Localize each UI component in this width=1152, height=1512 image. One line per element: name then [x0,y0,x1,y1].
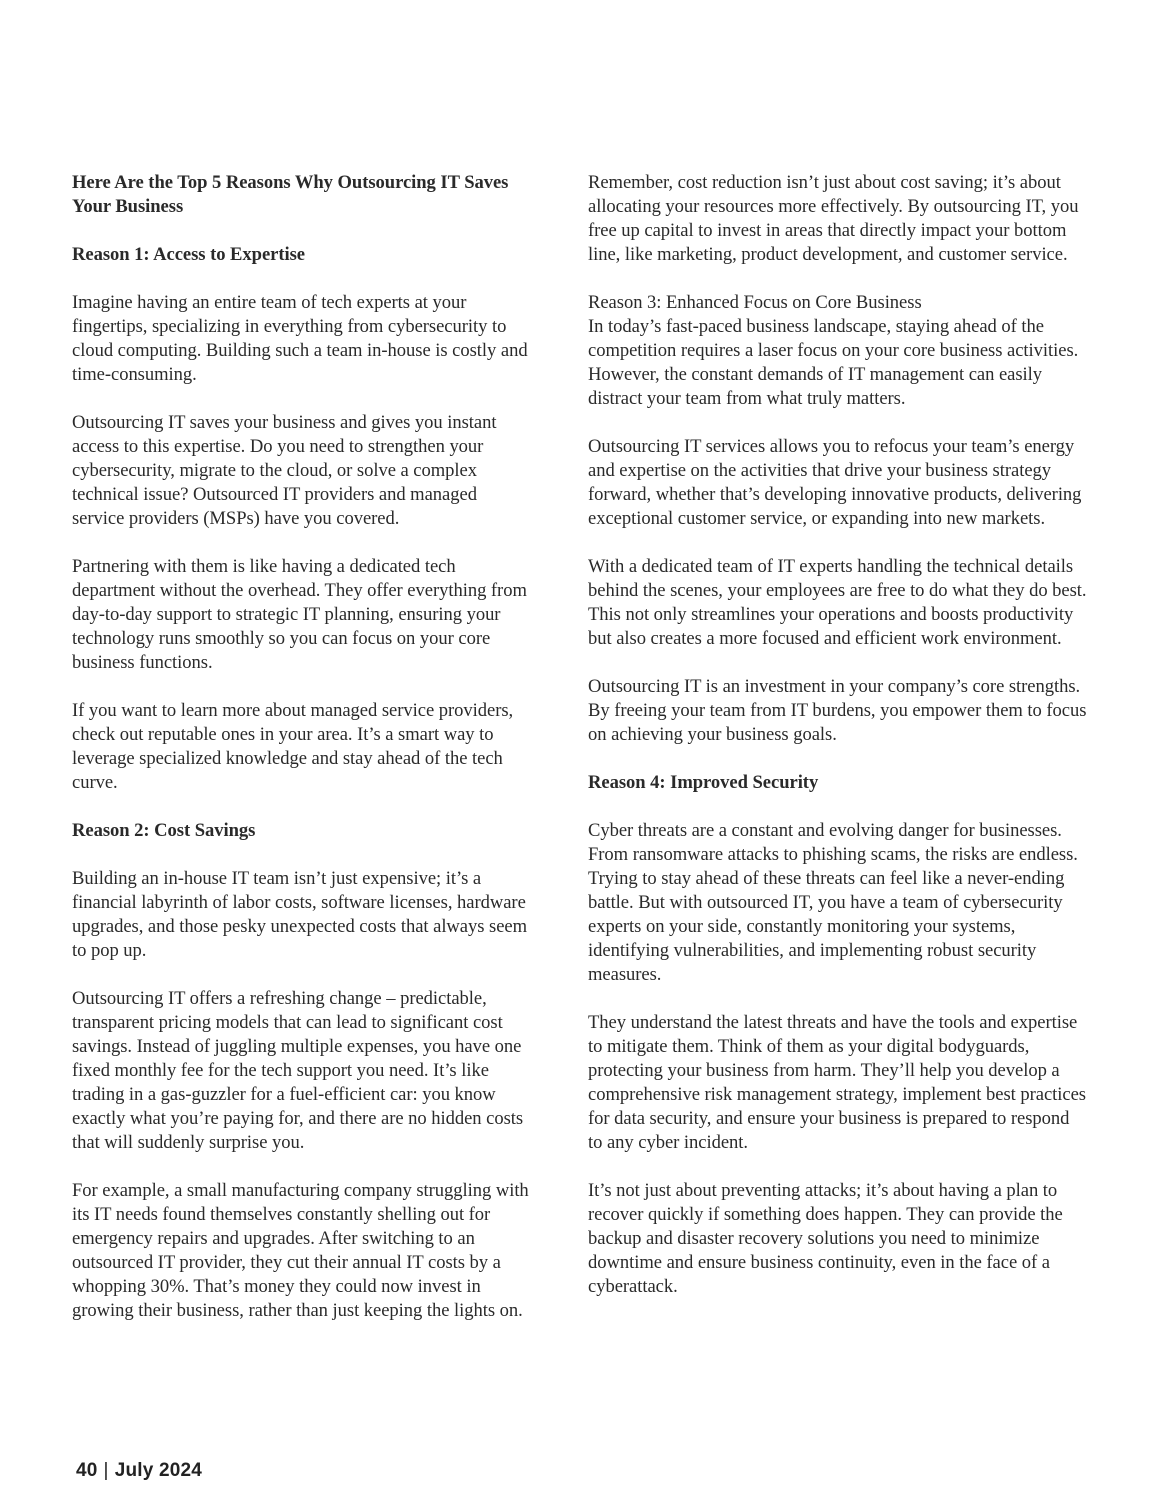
reason4-heading: Reason 4: Improved Security [588,772,819,793]
reason3-paragraph-2: Outsourcing IT services allows you to refocus your team’s energy and expertise on the activities that drive your business strategy forward, whether that’s developing innovative products, delivering exceptional customer service, or expanding into new markets. [588,436,1082,529]
article-main-heading: Here Are the Top 5 Reasons Why Outsourcing IT Saves Your Business [72,172,509,217]
reason2-paragraph-1: Building an in-house IT team isn’t just expensive; it’s a financial labyrinth of labor costs, software licenses, hardware upgrades, and those pesky unexpected costs that always seem to pop up. [72,868,528,961]
reason4-paragraph-2: They understand the latest threats and have the tools and expertise to mitigate them. Think of them as your digital bodyguards, protecting your business from harm. They’ll help you develop a comprehensive risk management strategy, implement best practices for data security, and ensure your business is prepared to respond to any cyber incident. [588,1012,1086,1153]
footer-separator: | [103,1460,109,1481]
reason1-paragraph-4: If you want to learn more about managed service providers, check out reputable ones in your area. It’s a smart way to leverage specialized knowledge and stay ahead of the tech curve. [72,700,514,793]
reason1-paragraph-2: Outsourcing IT saves your business and gives you instant access to this expertise. Do you need to strengthen your cybersecurity, migrate to the cloud, or solve a complex technical issue? Outsourced IT providers and managed service providers (MSPs) have you covered. [72,412,497,529]
issue-date: July 2024 [114,1460,203,1481]
reason2-heading: Reason 2: Cost Savings [72,820,256,841]
reason3-heading: Reason 3: Enhanced Focus on Core Business [588,292,922,313]
reason3-paragraph-1: In today’s fast-paced business landscape, staying ahead of the competition requires a laser focus on your core business activities. However, the constant demands of IT management can easily distract your team from what truly matters. [588,316,1079,409]
reason1-paragraph-3: Partnering with them is like having a dedicated tech department without the overhead. They offer everything from day-to-day support to strategic IT planning, ensuring your technology runs smoothly so you can focus on your core business functions. [72,556,527,673]
reason1-heading: Reason 1: Access to Expertise [72,244,305,265]
reason2-paragraph-4: Remember, cost reduction isn’t just about cost saving; it’s about allocating your resources more effectively. By outsourcing IT, you free up capital to invest in areas that directly impact your bottom line, like marketing, product development, and customer service. [588,172,1079,265]
reason3-paragraph-4: Outsourcing IT is an investment in your company’s core strengths. By freeing your team from IT burdens, you empower them to focus on achieving your business goals. [588,676,1087,745]
reason1-paragraph-1: Imagine having an entire team of tech experts at your fingertips, specializing in everything from cybersecurity to cloud computing. Building such a team in-house is costly and time-consuming. [72,292,528,385]
left-column [72,171,532,1347]
reason2-paragraph-3: For example, a small manufacturing company struggling with its IT needs found themselves constantly shelling out for emergency repairs and upgrades. After switching to an outsourced IT provider, they cut their annual IT costs by a whopping 30%. That’s money they could now invest in growing their business, rather than just keeping the lights on. [72,1180,529,1321]
reason4-paragraph-3: It’s not just about preventing attacks; it’s about having a plan to recover quickly if something does happen. They can provide the backup and disaster recovery solutions you need to minimize downtime and ensure business continuity, even in the face of a cyberattack. [588,1180,1063,1297]
right-column [588,171,1088,1323]
page-number: 40 [76,1460,98,1481]
reason4-paragraph-1: Cyber threats are a constant and evolving danger for businesses. From ransomware attacks to phishing scams, the risks are endless. Trying to stay ahead of these threats can feel like a never-ending battle. But with outsourced IT, you have a team of cybersecurity experts on your side, constantly monitoring your systems, identifying vulnerabilities, and implementing robust security measures. [588,820,1078,985]
reason2-paragraph-2: Outsourcing IT offers a refreshing change – predictable, transparent pricing models that can lead to significant cost savings. Instead of juggling multiple expenses, you have one fixed monthly fee for the tech support you need. It’s like trading in a gas-guzzler for a fuel-efficient car: you know exactly what you’re paying for, and there are no hidden costs that will suddenly surprise you. [72,988,524,1153]
reason3-paragraph-3: With a dedicated team of IT experts handling the technical details behind the scenes, your employees are free to do what they do best. This not only streamlines your operations and boosts productivity but also creates a more focused and efficient work environment. [588,556,1087,649]
page-footer [76,1460,202,1482]
